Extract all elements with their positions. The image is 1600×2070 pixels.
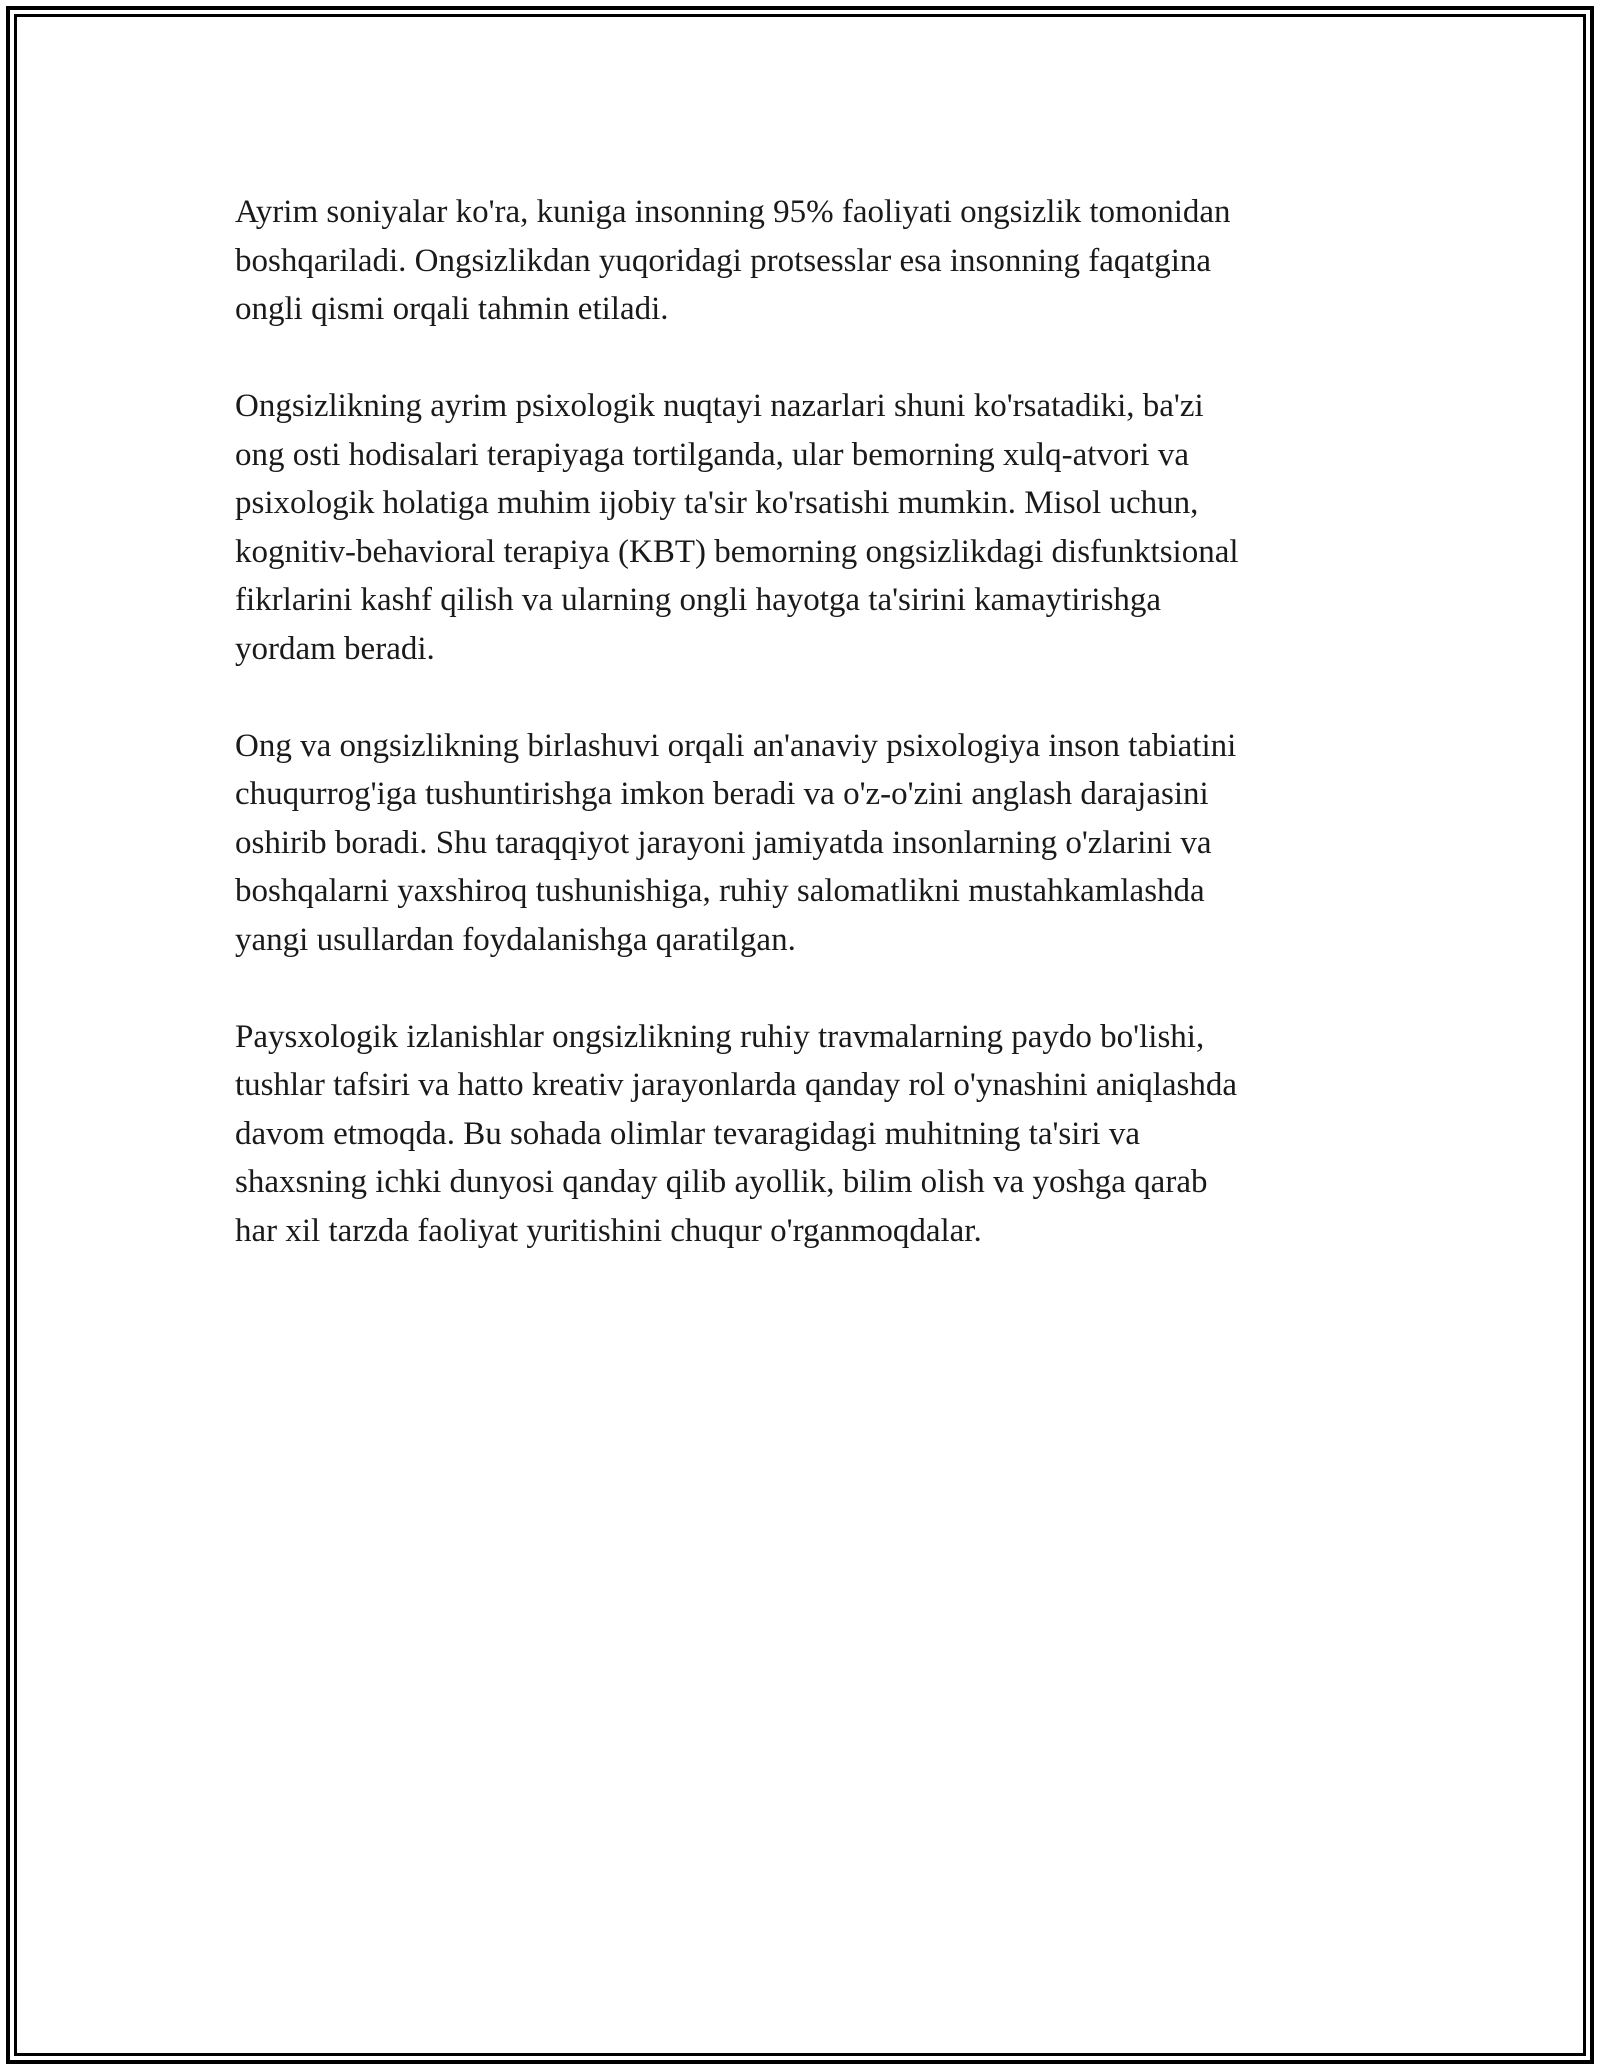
paragraph-3 [235, 722, 1365, 965]
text-line: psixologik holatiga muhim ijobiy ta'sir ko'rsatishi mumkin. Misol uchun, [235, 485, 1199, 521]
text-line: fikrlarini kashf qilish va ularning ongli hayotga ta'sirini kamaytirishga [235, 582, 1162, 618]
text-line: tushlar tafsiri va hatto kreativ jarayonlarda qanday rol o'ynashini aniqlashda [235, 1067, 1238, 1103]
text-line: har xil tarzda faoliyat yuritishini chuqur o'rganmoqdalar. [235, 1212, 982, 1249]
text-line: Ong va ongsizlikning birlashuvi orqali an'anaviy psixologiya inson tabiatini [235, 727, 1237, 764]
document-body [235, 188, 1365, 1304]
text-line: yangi usullardan foydalanishga qaratilgan. [235, 921, 796, 958]
text-line: ong osti hodisalari terapiyaga tortilganda, ular bemorning xulq-atvori va [235, 436, 1189, 473]
text-line: yordam beradi. [235, 630, 435, 667]
text-line: shaxsning ichki dunyosi qanday qilib ayollik, bilim olish va yoshga qarab [235, 1164, 1208, 1200]
paragraph-1 [235, 188, 1365, 334]
text-line: Ayrim soniyalar ko'ra, kuniga insonning 95% faoliyati ongsizlik tomonidan [235, 194, 1231, 230]
paragraph-4 [235, 1013, 1365, 1256]
text-line: Paysxologik izlanishlar ongsizlikning ruhiy travmalarning paydo bo'lishi, [235, 1018, 1205, 1055]
text-line: boshqariladi. Ongsizlikdan yuqoridagi protsesslar esa insonning faqatgina [235, 242, 1212, 279]
text-line: davom etmoqda. Bu sohada olimlar tevaragidagi muhitning ta'siri va [235, 1115, 1140, 1152]
paragraph-2 [235, 382, 1365, 673]
text-line: oshirib boradi. Shu taraqqiyot jarayoni jamiyatda insonlarning o'zlarini va [235, 824, 1212, 861]
text-line: chuqurrog'iga tushuntirishga imkon beradi va o'z-o'zini anglash darajasini [235, 776, 1209, 812]
text-line: kognitiv-behavioral terapiya (KBT) bemorning ongsizlikdagi disfunktsional [235, 533, 1239, 570]
text-line: boshqalarni yaxshiroq tushunishiga, ruhiy salomatlikni mustahkamlashda [235, 873, 1205, 909]
text-line: ongli qismi orqali tahmin etiladi. [235, 291, 669, 327]
text-line: Ongsizlikning ayrim psixologik nuqtayi nazarlari shuni ko'rsatadiki, ba'zi [235, 388, 1204, 424]
